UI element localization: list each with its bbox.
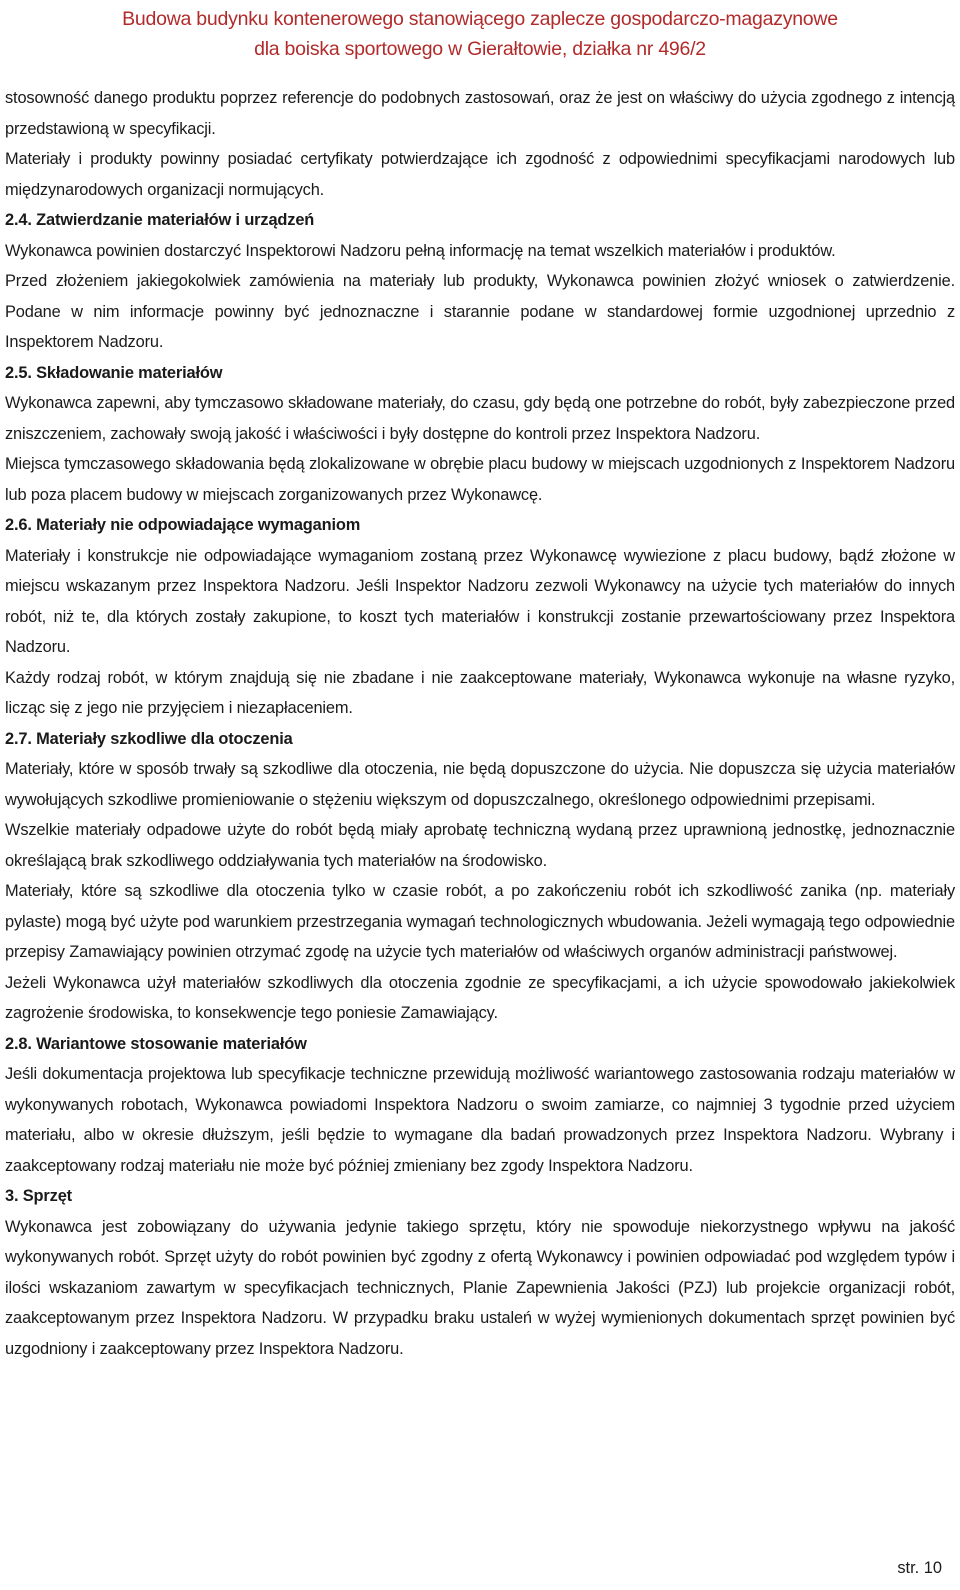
paragraph: Każdy rodzaj robót, w którym znajdują się nie zbadane i nie zaakceptowane materiały, Wykonawca wykonuje na własne ryzyko, licząc się z jego nie przyjęciem i niezapłaceniem. (5, 668, 955, 717)
header-line-2: dla boiska sportowego w Gierałtowie, działka nr 496/2 (254, 38, 706, 60)
paragraph: stosowność danego produktu poprzez referencje do podobnych zastosowań, oraz że jest on właściwy do użycia zgodnego z intencją przedstawioną w specyfikacji. (5, 89, 955, 138)
section-heading-2-6: 2.6. Materiały nie odpowiadające wymaganiom (5, 516, 361, 534)
section-heading-2-5: 2.5. Składowanie materiałów (5, 363, 223, 382)
paragraph: Materiały i konstrukcje nie odpowiadające wymaganiom zostaną przez Wykonawcę wywiezione z placu budowy, bądź złożone w miejscu wskazanym przez Inspektora Nadzoru. Jeśli Inspektor Nadzoru zezwoli Wykonawcy na użycie tych materiałów do innych robót, niż te, dla których zostały zakupione, to koszt tych materiałów i konstrukcji zostanie przewartościowany przez Inspektora Nadzoru. (5, 546, 955, 656)
section-heading-2-4: 2.4. Zatwierdzanie materiałów i urządzeń (5, 211, 315, 229)
page-header (0, 4, 960, 64)
paragraph: Wszelkie materiały odpadowe użyte do robót będą miały aprobatę techniczną wydaną przez uprawnioną jednostkę, jednoznacznie określającą brak szkodliwego oddziaływania tych materiałów na środowisko. (5, 821, 955, 870)
paragraph: Przed złożeniem jakiegokolwiek zamówienia na materiały lub produkty, Wykonawca powinien złożyć wniosek o zatwierdzenie. Podane w nim informacje powinny być jednoznaczne i starannie podane w standardowej formie uzgodnionej uprzednio z Inspektorem Nadzoru. (5, 272, 955, 351)
header-line-1: Budowa budynku kontenerowego stanowiącego zaplecze gospodarczo-magazynowe (122, 8, 838, 30)
section-heading-3: 3. Sprzęt (5, 1187, 72, 1205)
paragraph: Materiały i produkty powinny posiadać certyfikaty potwierdzające ich zgodność z odpowiednimi specyfikacjami narodowych lub międzynarodowych organizacji normujących. (5, 150, 955, 199)
page-number: str. 10 (897, 1559, 942, 1577)
paragraph: Materiały, które są szkodliwe dla otoczenia tylko w czasie robót, a po zakończeniu robót ich szkodliwość zanika (np. materiały pylaste) mogą być użyte pod warunkiem przestrzegania wymagań technologicznych wbudowania. Jeżeli wymagają tego odpowiednie przepisy Zamawiający powinien otrzymać zgodę na użycie tych materiałów od właściwych organów administracji państwowej. (5, 882, 955, 961)
paragraph: Miejsca tymczasowego składowania będą zlokalizowane w obrębie placu budowy w miejscach uzgodnionych z Inspektorem Nadzoru lub poza placem budowy w miejscach zorganizowanych przez Wykonawcę. (5, 455, 955, 504)
document-body (5, 83, 955, 1364)
paragraph: Wykonawca powinien dostarczyć Inspektorowi Nadzoru pełną informację na temat wszelkich materiałów i produktów. (5, 241, 836, 260)
section-heading-2-8: 2.8. Wariantowe stosowanie materiałów (5, 1034, 307, 1053)
paragraph: Wykonawca jest zobowiązany do używania jedynie takiego sprzętu, który nie spowoduje niekorzystnego wpływu na jakość wykonywanych robót. Sprzęt użyty do robót powinien być zgodny z ofertą Wykonawcy i powinien odpowiadać pod względem typów i ilości wskazaniom zawartym w specyfikacjach technicznych, Planie Zapewnienia Jakości (PZJ) lub projekcie organizacji robót, zaakceptowanym przez Inspektora Nadzoru. W przypadku braku ustaleń w wyżej wymienionych dokumentach sprzęt powinien być uzgodniony i zaakceptowany przez Inspektora Nadzoru. (5, 1217, 955, 1358)
paragraph: Jeśli dokumentacja projektowa lub specyfikacje techniczne przewidują możliwość wariantowego zastosowania rodzaju materiałów w wykonywanych robotach, Wykonawca powiadomi Inspektora Nadzoru o swoim zamiarze, co najmniej 3 tygodnie przed użyciem materiału, albo w okresie dłuższym, jeśli będzie to wymagane dla badań prowadzonych przez Inspektora Nadzoru. Wybrany i zaakceptowany rodzaj materiału nie może być później zmieniany bez zgody Inspektora Nadzoru. (5, 1065, 955, 1175)
paragraph: Wykonawca zapewni, aby tymczasowo składowane materiały, do czasu, gdy będą one potrzebne do robót, były zabezpieczone przed zniszczeniem, zachowały swoją jakość i właściwości i były dostępne do kontroli przez Inspektora Nadzoru. (5, 394, 955, 443)
paragraph: Materiały, które w sposób trwały są szkodliwe dla otoczenia, nie będą dopuszczone do użycia. Nie dopuszcza się użycia materiałów wywołujących szkodliwe promieniowanie o stężeniu większym od dopuszczalnego, określonego odpowiednimi przepisami. (5, 760, 955, 809)
paragraph: Jeżeli Wykonawca użył materiałów szkodliwych dla otoczenia zgodnie ze specyfikacjami, a ich użycie spowodowało jakiekolwiek zagrożenie środowiska, to konsekwencje tego poniesie Zamawiający. (5, 973, 955, 1022)
section-heading-2-7: 2.7. Materiały szkodliwe dla otoczenia (5, 729, 293, 748)
